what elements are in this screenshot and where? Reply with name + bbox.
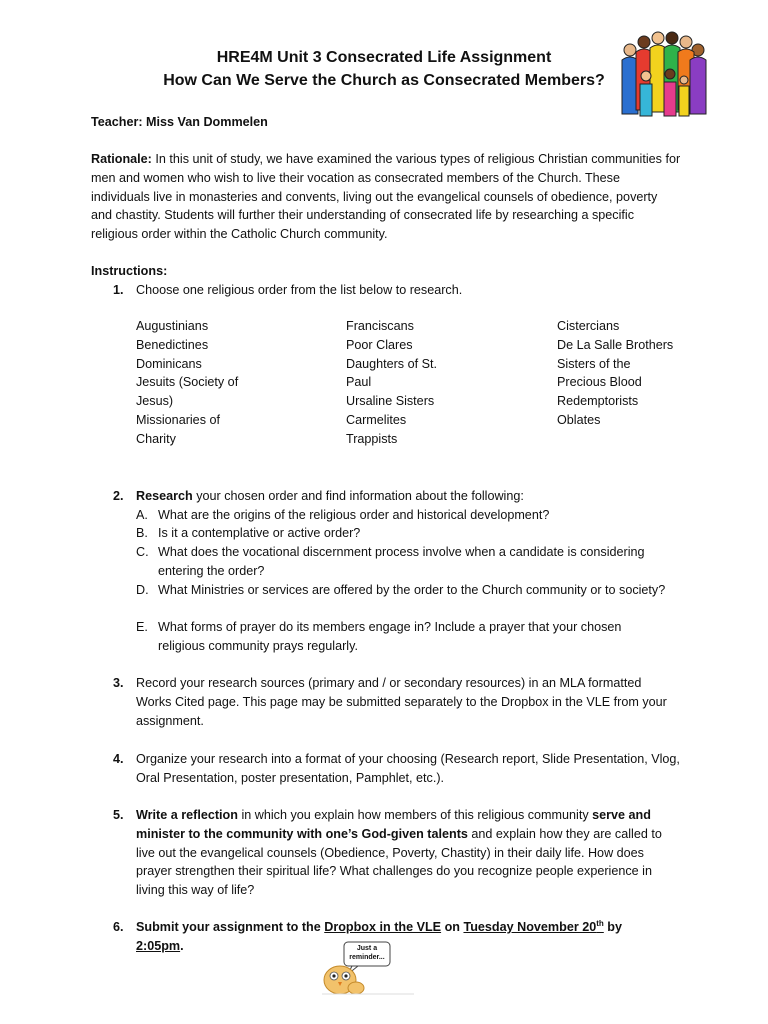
page-subtitle: How Can We Serve the Church as Consecrated Members? (163, 72, 605, 89)
order-item: Trappists (346, 431, 398, 446)
step-4-number: 4. (113, 752, 124, 766)
step-2-item-letter: B. (136, 526, 148, 540)
order-item: Daughters of St. (346, 356, 438, 371)
step-5-number: 5. (113, 808, 124, 822)
due-date: Tuesday November 20th (463, 918, 604, 934)
order-item: Dominicans (136, 356, 202, 371)
step-1-text: Choose one religious order from the list below to research. (136, 283, 463, 297)
step-4-text: Organize your research into a format of your choosing (Research report, Slide Presentation, Vlog, Oral Presentation, poster presentation, Pamphlet, etc.). (136, 752, 680, 785)
order-item: Missionaries of (136, 412, 220, 427)
step-2-item-letter: A. (136, 508, 148, 522)
order-item: Ursaline Sisters (346, 394, 435, 409)
order-item: Cistercians (557, 319, 620, 333)
step-1-number: 1. (113, 283, 124, 297)
step-2-item-text: What forms of prayer do its members engage in? Include a prayer that your chosen religious community prays regularly. (158, 620, 622, 653)
rationale-paragraph (91, 150, 681, 244)
order-item: Franciscans (346, 319, 414, 333)
order-item: Redemptorists (557, 394, 639, 409)
step-2-item-letter: E. (136, 620, 148, 634)
step-2-item-letter: C. (136, 545, 149, 559)
rationale-label: Rationale: (91, 152, 152, 166)
step-2-item-letter: D. (136, 583, 149, 597)
order-item: Oblates (557, 412, 601, 427)
order-item: Precious Blood (557, 375, 642, 390)
order-item: Carmelites (346, 412, 407, 427)
order-item: De La Salle Brothers (557, 337, 674, 352)
step-2-item-text: Is it a contemplative or active order? (158, 526, 361, 540)
step-2-number: 2. (113, 489, 124, 503)
orders-column-2 (346, 317, 437, 449)
reminder-text: Just a reminder... (349, 945, 385, 961)
order-item: Benedictines (136, 337, 209, 352)
step-5-text: Write a reflection in which you explain how members of this religious community serve and minister to the community with one’s God-given talents and explain how they are called to live out the evangelical counsels (Obedience, Poverty, Chastity) in their daily life. How does prayer strengthen their spiritual life? What challenges do you recognize people experience in living this way of life? (136, 808, 662, 898)
order-item: Poor Clares (346, 337, 413, 352)
reminder-owl-clipart (320, 940, 416, 996)
order-item: Jesus) (136, 394, 174, 409)
instructions-heading: Instructions: (91, 264, 168, 278)
orders-column-3 (557, 317, 673, 430)
order-item: Sisters of the (557, 356, 631, 371)
step-2-item-text: What does the vocational discernment process involve when a candidate is considering entering the order? (158, 545, 645, 578)
teacher-name: Teacher: Miss Van Dommelen (91, 115, 268, 129)
step-6-text: Submit your assignment to the Dropbox in the VLE on Tuesday November 20th by 2:05pm. (136, 918, 622, 953)
dropbox-link[interactable]: Dropbox in the VLE (324, 920, 442, 934)
orders-column-1 (136, 317, 238, 449)
page-title: HRE4M Unit 3 Consecrated Life Assignment (216, 49, 552, 66)
step-3-text: Record your research sources (primary and / or secondary resources) in an MLA formatted Works Cited page. This page may be submitted separately to the Dropbox in the VLE from your assignment. (136, 676, 667, 728)
due-time: 2:05pm (136, 938, 181, 953)
step-2-item-text: What are the origins of the religious order and historical development? (158, 508, 550, 522)
order-item: Paul (346, 375, 372, 390)
step-2-item-text: What Ministries or services are offered by the order to the Church community or to society? (158, 583, 666, 597)
step-3-number: 3. (113, 676, 124, 690)
rationale-text: In this unit of study, we have examined the various types of religious Christian communities for men and women who wish to live their vocation as consecrated members of the Church. These individuals live in monasteries and convents, living out the evangelical counsels of obedience, poverty and chastity. Students will further their understanding of consecrated life by researching a specific religious order within the Catholic Church community. (91, 152, 681, 242)
order-item: Augustinians (136, 319, 209, 333)
step-6-number: 6. (113, 920, 124, 934)
order-item: Jesuits (Society of (136, 375, 239, 390)
step-2-text: Research your chosen order and find information about the following: (136, 489, 524, 503)
order-item: Charity (136, 431, 176, 446)
